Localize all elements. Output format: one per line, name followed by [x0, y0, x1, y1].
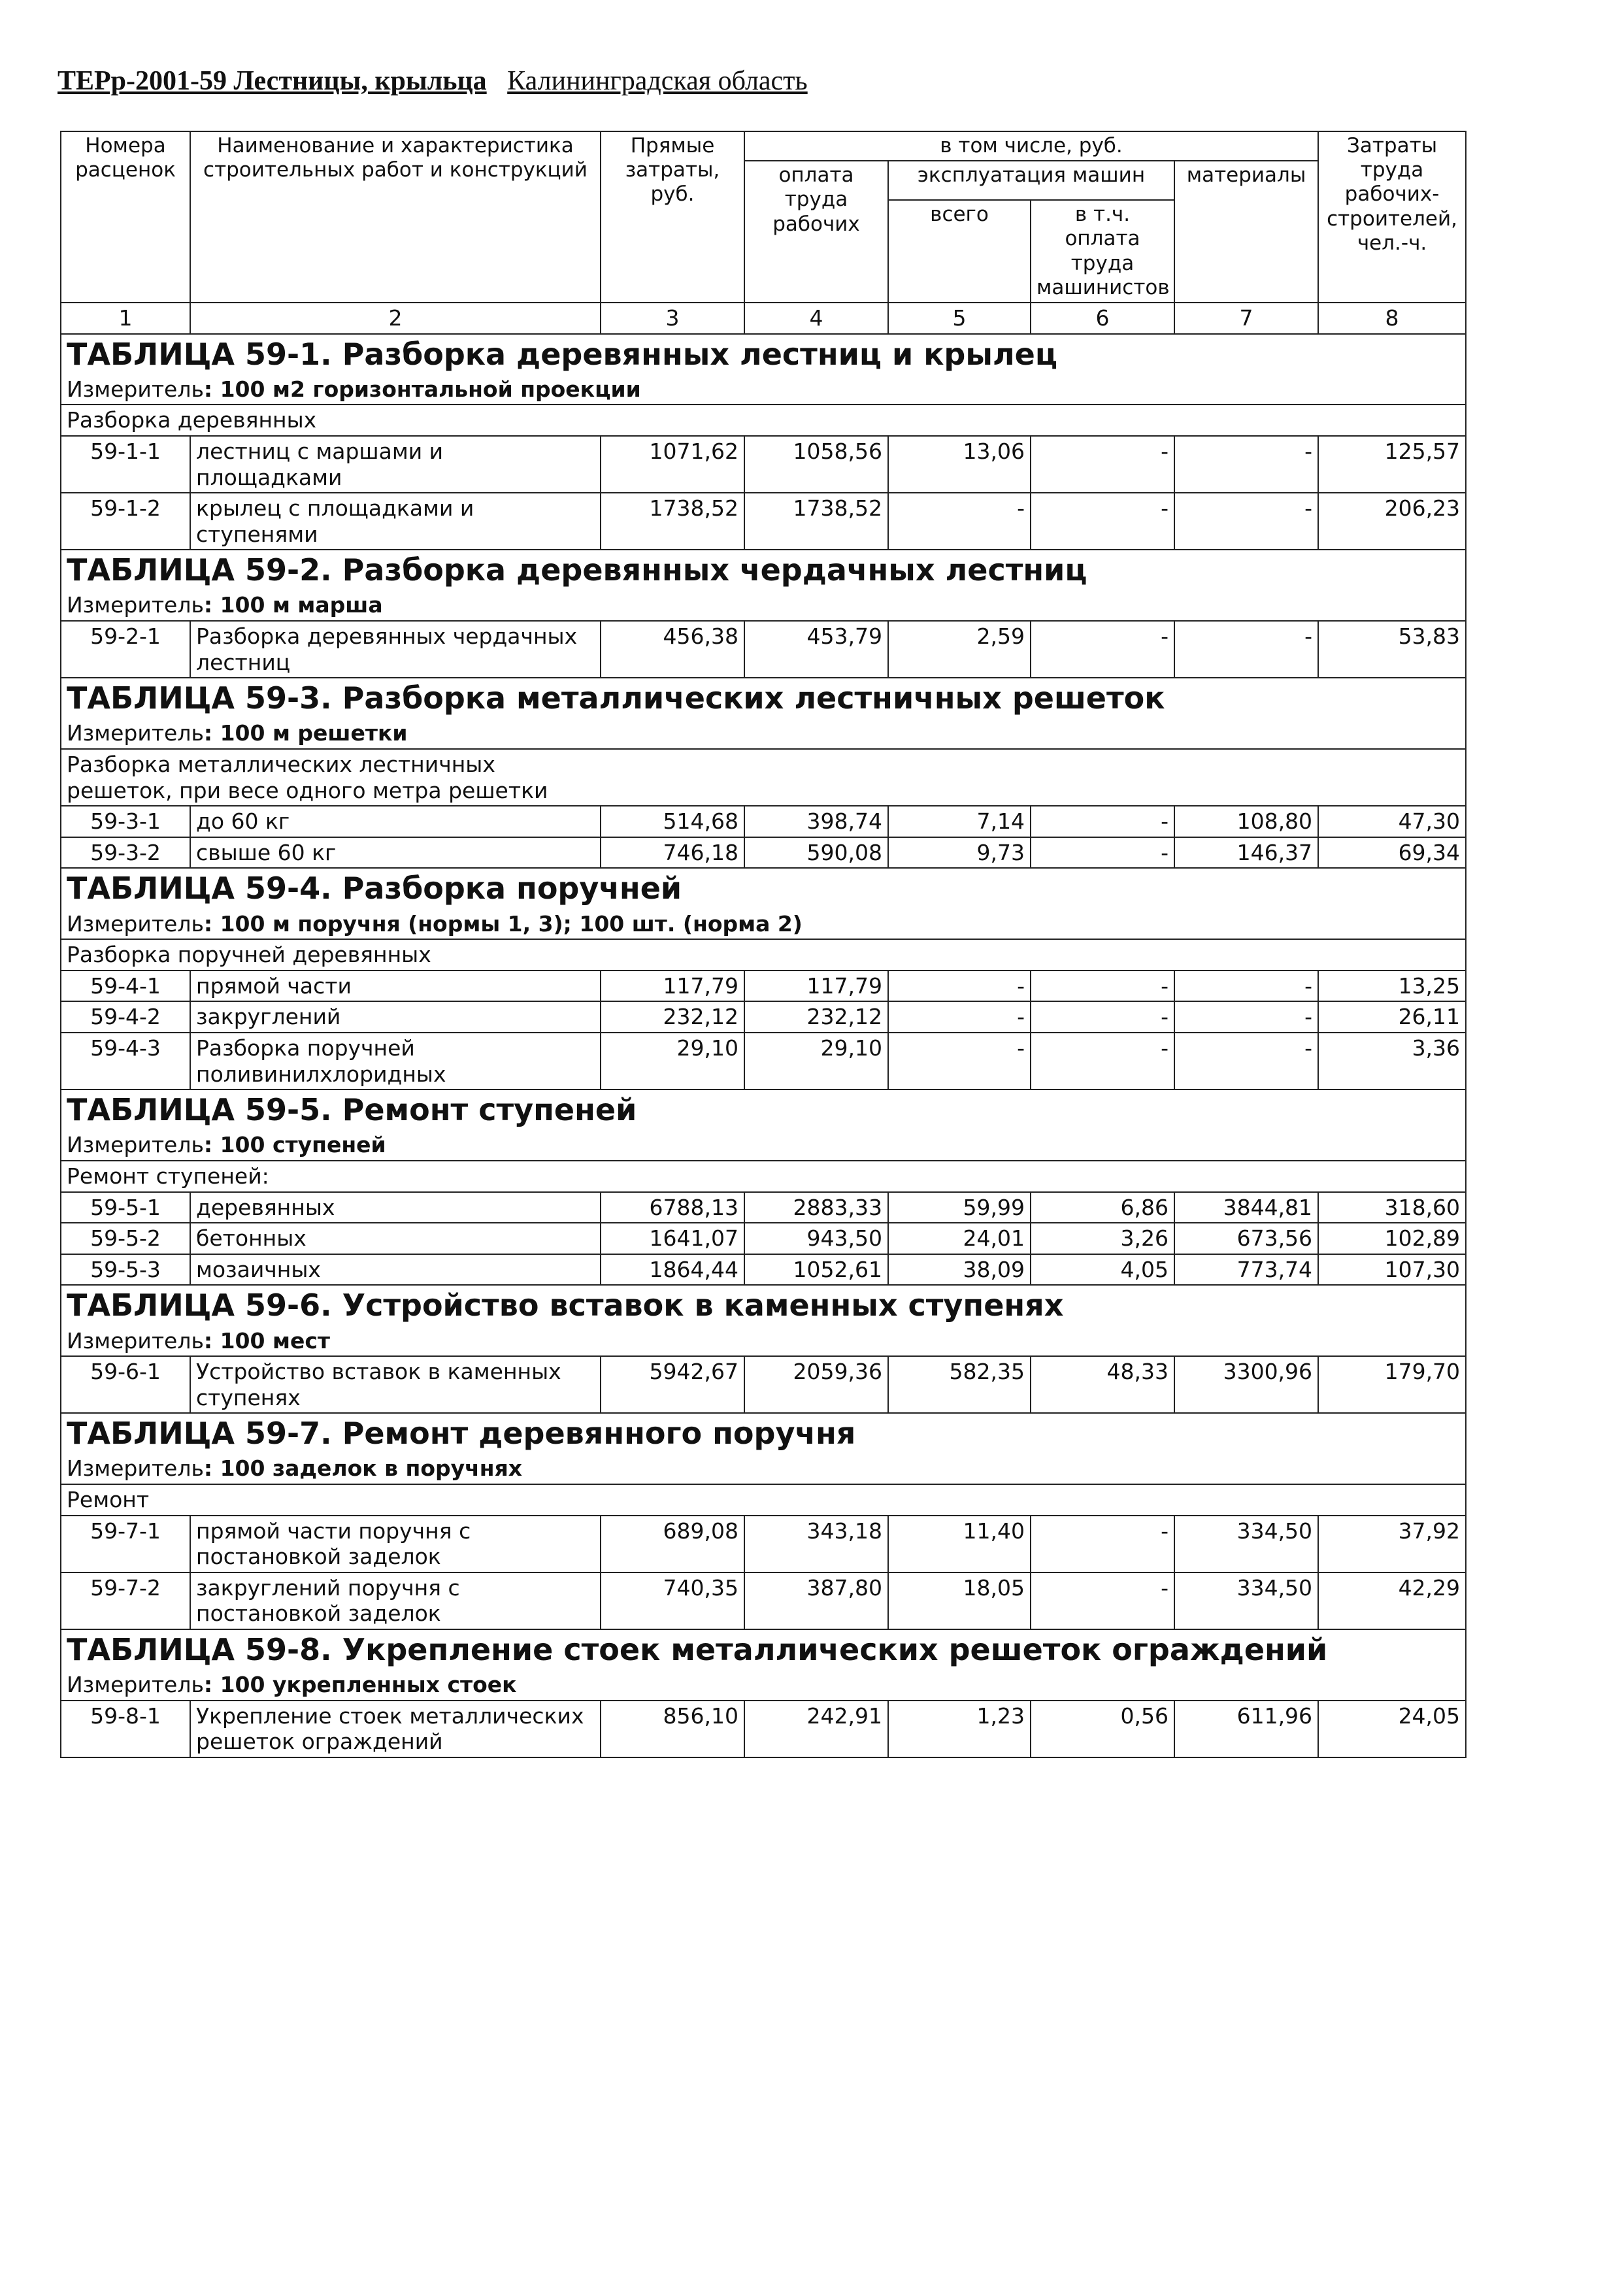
labor-hours: 69,34: [1318, 837, 1466, 869]
table-row: [61, 436, 1466, 493]
rate-code: 59-5-1: [61, 1192, 190, 1223]
section-meter: [61, 374, 1466, 405]
materials-costs: 146,37: [1174, 837, 1318, 869]
table-row: [61, 1001, 1466, 1033]
table-row: [61, 837, 1466, 869]
meter-label: Измеритель: [67, 1327, 204, 1354]
direct-costs: 1071,62: [601, 436, 744, 493]
materials-costs: 611,96: [1174, 1701, 1318, 1757]
meter-label: Измеритель: [67, 592, 204, 618]
rate-code: 59-4-1: [61, 971, 190, 1002]
direct-costs: 6788,13: [601, 1192, 744, 1223]
machinist-wages: -: [1031, 621, 1174, 678]
meter-label: Измеритель: [67, 1672, 204, 1698]
meter-value: : 100 м решетки: [203, 720, 408, 746]
column-index: 5: [888, 303, 1031, 334]
section-subheader-row: [61, 939, 1466, 971]
column-header-labor: Затраты труда рабочих-строителей, чел.-ч.: [1318, 131, 1466, 303]
section-meter: [61, 590, 1466, 621]
section-subheader: Разборка поручней деревянных: [61, 939, 1466, 971]
work-name: свыше 60 кг: [190, 837, 601, 869]
machine-costs: 11,40: [888, 1516, 1031, 1572]
column-index: 3: [601, 303, 744, 334]
labor-hours: 125,57: [1318, 436, 1466, 493]
rate-code: 59-3-2: [61, 837, 190, 869]
materials-costs: -: [1174, 971, 1318, 1002]
work-name: Устройство вставок в каменных ступенях: [190, 1356, 601, 1413]
column-index: 4: [744, 303, 888, 334]
labor-hours: 42,29: [1318, 1572, 1466, 1629]
section-meter: [61, 909, 1466, 940]
materials-costs: -: [1174, 493, 1318, 550]
machinist-wages: 48,33: [1031, 1356, 1174, 1413]
section-title: ТАБЛИЦА 59-1. Разборка деревянных лестниц и крылец: [61, 334, 1466, 374]
section-title: ТАБЛИЦА 59-3. Разборка металлических лестничных решеток: [61, 678, 1466, 718]
machinist-wages: 4,05: [1031, 1254, 1174, 1286]
column-header-wages: оплата труда рабочих: [744, 161, 888, 303]
meter-label: Измеритель: [67, 1132, 204, 1158]
work-name: Разборка поручней поливинилхлоридных: [190, 1033, 601, 1089]
meter-value: : 100 м2 горизонтальной проекции: [203, 376, 641, 402]
work-name: закруглений поручня с постановкой заделок: [190, 1572, 601, 1629]
column-index: 8: [1318, 303, 1466, 334]
materials-costs: 673,56: [1174, 1223, 1318, 1254]
machine-costs: -: [888, 493, 1031, 550]
column-index: 6: [1031, 303, 1174, 334]
worker-wages: 1058,56: [744, 436, 888, 493]
column-index: 2: [190, 303, 601, 334]
labor-hours: 179,70: [1318, 1356, 1466, 1413]
section-title: ТАБЛИЦА 59-5. Ремонт ступеней: [61, 1089, 1466, 1130]
column-header-number: Номера расценок: [61, 131, 190, 303]
labor-hours: 3,36: [1318, 1033, 1466, 1089]
work-name: лестниц с маршами и площадками: [190, 436, 601, 493]
machinist-wages: -: [1031, 1033, 1174, 1089]
labor-hours: 24,05: [1318, 1701, 1466, 1757]
meter-label: Измеритель: [67, 1455, 204, 1482]
worker-wages: 1738,52: [744, 493, 888, 550]
table-row: [61, 1516, 1466, 1572]
section-subheader: Ремонт ступеней:: [61, 1161, 1466, 1192]
section-meter: [61, 1326, 1466, 1357]
materials-costs: 773,74: [1174, 1254, 1318, 1286]
section-meter-row: [61, 1130, 1466, 1161]
materials-costs: -: [1174, 436, 1318, 493]
table-row: [61, 621, 1466, 678]
section-title-row: [61, 1413, 1466, 1454]
direct-costs: 5942,67: [601, 1356, 744, 1413]
worker-wages: 943,50: [744, 1223, 888, 1254]
column-header-machinist-wages: в т.ч. оплата труда машинистов: [1031, 200, 1174, 303]
rate-code: 59-5-2: [61, 1223, 190, 1254]
column-header-machines-total: всего: [888, 200, 1031, 303]
worker-wages: 2059,36: [744, 1356, 888, 1413]
column-header-materials: материалы: [1174, 161, 1318, 303]
materials-costs: 3300,96: [1174, 1356, 1318, 1413]
column-header-name: Наименование и характеристика строительных работ и конструкций: [190, 131, 601, 303]
section-subheader-row: [61, 749, 1466, 806]
direct-costs: 740,35: [601, 1572, 744, 1629]
table-row: [61, 1254, 1466, 1286]
worker-wages: 2883,33: [744, 1192, 888, 1223]
rate-code: 59-1-2: [61, 493, 190, 550]
document-header: [58, 65, 808, 97]
direct-costs: 1864,44: [601, 1254, 744, 1286]
section-title-row: [61, 550, 1466, 590]
work-name: крылец с площадками и ступенями: [190, 493, 601, 550]
worker-wages: 1052,61: [744, 1254, 888, 1286]
section-subheader: Разборка деревянных: [61, 405, 1466, 436]
rate-code: 59-1-1: [61, 436, 190, 493]
table-header: [61, 131, 1466, 334]
section-subheader-row: [61, 1161, 1466, 1192]
worker-wages: 242,91: [744, 1701, 888, 1757]
machinist-wages: -: [1031, 837, 1174, 869]
work-name: прямой части: [190, 971, 601, 1002]
table-row: [61, 1223, 1466, 1254]
section-title-row: [61, 678, 1466, 718]
column-index: 1: [61, 303, 190, 334]
machine-costs: 582,35: [888, 1356, 1031, 1413]
direct-costs: 117,79: [601, 971, 744, 1002]
rate-code: 59-7-1: [61, 1516, 190, 1572]
rate-code: 59-8-1: [61, 1701, 190, 1757]
work-name: Укрепление стоек металлических решеток ограждений: [190, 1701, 601, 1757]
machine-costs: 59,99: [888, 1192, 1031, 1223]
rate-code: 59-2-1: [61, 621, 190, 678]
work-name: Разборка деревянных чердачных лестниц: [190, 621, 601, 678]
section-meter-row: [61, 718, 1466, 749]
section-title-row: [61, 1285, 1466, 1325]
worker-wages: 453,79: [744, 621, 888, 678]
section-subheader: Ремонт: [61, 1484, 1466, 1516]
section-title-row: [61, 1629, 1466, 1670]
work-name: прямой части поручня с постановкой заделок: [190, 1516, 601, 1572]
materials-costs: 3844,81: [1174, 1192, 1318, 1223]
section-meter: [61, 718, 1466, 749]
column-header-direct-costs: Прямые затраты, руб.: [601, 131, 744, 303]
direct-costs: 856,10: [601, 1701, 744, 1757]
work-name: мозаичных: [190, 1254, 601, 1286]
labor-hours: 318,60: [1318, 1192, 1466, 1223]
meter-value: : 100 м поручня (нормы 1, 3); 100 шт. (норма 2): [203, 910, 803, 937]
rates-table: [60, 131, 1467, 1758]
section-meter-row: [61, 374, 1466, 405]
table-row: [61, 1572, 1466, 1629]
materials-costs: 334,50: [1174, 1572, 1318, 1629]
machinist-wages: 0,56: [1031, 1701, 1174, 1757]
rate-code: 59-6-1: [61, 1356, 190, 1413]
meter-value: : 100 заделок в поручнях: [203, 1455, 523, 1482]
machine-costs: 38,09: [888, 1254, 1031, 1286]
section-meter-row: [61, 590, 1466, 621]
machinist-wages: -: [1031, 1516, 1174, 1572]
table-row: [61, 1701, 1466, 1757]
labor-hours: 47,30: [1318, 806, 1466, 837]
meter-value: : 100 ступеней: [203, 1132, 386, 1158]
labor-hours: 53,83: [1318, 621, 1466, 678]
machine-costs: -: [888, 1033, 1031, 1089]
document-region: Калининградская область: [507, 66, 808, 96]
table-row: [61, 1033, 1466, 1089]
worker-wages: 232,12: [744, 1001, 888, 1033]
section-meter-row: [61, 1454, 1466, 1484]
section-title: ТАБЛИЦА 59-7. Ремонт деревянного поручня: [61, 1413, 1466, 1454]
meter-value: : 100 м марша: [203, 592, 383, 618]
section-meter-row: [61, 1670, 1466, 1701]
section-meter-row: [61, 909, 1466, 940]
labor-hours: 13,25: [1318, 971, 1466, 1002]
labor-hours: 107,30: [1318, 1254, 1466, 1286]
worker-wages: 398,74: [744, 806, 888, 837]
rate-code: 59-4-2: [61, 1001, 190, 1033]
machine-costs: 1,23: [888, 1701, 1031, 1757]
section-subheader-row: [61, 405, 1466, 436]
machine-costs: -: [888, 971, 1031, 1002]
section-subheader: Разборка металлических лестничных решеток, при весе одного метра решетки: [61, 749, 1466, 806]
direct-costs: 746,18: [601, 837, 744, 869]
machinist-wages: -: [1031, 436, 1174, 493]
direct-costs: 1641,07: [601, 1223, 744, 1254]
direct-costs: 29,10: [601, 1033, 744, 1089]
machinist-wages: -: [1031, 806, 1174, 837]
machine-costs: 2,59: [888, 621, 1031, 678]
machinist-wages: -: [1031, 493, 1174, 550]
section-title-row: [61, 334, 1466, 374]
materials-costs: 334,50: [1174, 1516, 1318, 1572]
direct-costs: 514,68: [601, 806, 744, 837]
column-header-including: в том числе, руб.: [744, 131, 1318, 161]
worker-wages: 343,18: [744, 1516, 888, 1572]
section-meter: [61, 1454, 1466, 1484]
meter-label: Измеритель: [67, 376, 204, 402]
direct-costs: 1738,52: [601, 493, 744, 550]
section-title-row: [61, 868, 1466, 908]
work-name: до 60 кг: [190, 806, 601, 837]
machine-costs: 24,01: [888, 1223, 1031, 1254]
table-row: [61, 1192, 1466, 1223]
materials-costs: 108,80: [1174, 806, 1318, 837]
machine-costs: 7,14: [888, 806, 1031, 837]
section-title-row: [61, 1089, 1466, 1130]
labor-hours: 26,11: [1318, 1001, 1466, 1033]
materials-costs: -: [1174, 621, 1318, 678]
materials-costs: -: [1174, 1033, 1318, 1089]
column-index: 7: [1174, 303, 1318, 334]
machinist-wages: -: [1031, 971, 1174, 1002]
worker-wages: 387,80: [744, 1572, 888, 1629]
meter-label: Измеритель: [67, 910, 204, 937]
machinist-wages: -: [1031, 1572, 1174, 1629]
machine-costs: -: [888, 1001, 1031, 1033]
worker-wages: 117,79: [744, 971, 888, 1002]
machinist-wages: 3,26: [1031, 1223, 1174, 1254]
rate-code: 59-5-3: [61, 1254, 190, 1286]
column-header-machines: эксплуатация машин: [888, 161, 1174, 200]
machine-costs: 9,73: [888, 837, 1031, 869]
rate-code: 59-3-1: [61, 806, 190, 837]
labor-hours: 206,23: [1318, 493, 1466, 550]
section-meter: [61, 1130, 1466, 1161]
labor-hours: 102,89: [1318, 1223, 1466, 1254]
rate-code: 59-7-2: [61, 1572, 190, 1629]
table-row: [61, 493, 1466, 550]
table-row: [61, 971, 1466, 1002]
machinist-wages: -: [1031, 1001, 1174, 1033]
document-code: ТЕРр-2001-59 Лестницы, крыльца: [58, 66, 487, 96]
labor-hours: 37,92: [1318, 1516, 1466, 1572]
machine-costs: 18,05: [888, 1572, 1031, 1629]
materials-costs: -: [1174, 1001, 1318, 1033]
table-row: [61, 1356, 1466, 1413]
meter-value: : 100 мест: [203, 1327, 331, 1354]
meter-label: Измеритель: [67, 720, 204, 746]
work-name: бетонных: [190, 1223, 601, 1254]
worker-wages: 590,08: [744, 837, 888, 869]
direct-costs: 232,12: [601, 1001, 744, 1033]
work-name: закруглений: [190, 1001, 601, 1033]
section-meter-row: [61, 1326, 1466, 1357]
section-title: ТАБЛИЦА 59-8. Укрепление стоек металлических решеток ограждений: [61, 1629, 1466, 1670]
worker-wages: 29,10: [744, 1033, 888, 1089]
meter-value: : 100 укрепленных стоек: [203, 1672, 517, 1698]
machine-costs: 13,06: [888, 436, 1031, 493]
machinist-wages: 6,86: [1031, 1192, 1174, 1223]
direct-costs: 689,08: [601, 1516, 744, 1572]
rates-table-wrapper: [60, 131, 1465, 1758]
section-subheader-row: [61, 1484, 1466, 1516]
section-title: ТАБЛИЦА 59-6. Устройство вставок в каменных ступенях: [61, 1285, 1466, 1325]
section-title: ТАБЛИЦА 59-4. Разборка поручней: [61, 868, 1466, 908]
rate-code: 59-4-3: [61, 1033, 190, 1089]
table-body: [61, 334, 1466, 1757]
direct-costs: 456,38: [601, 621, 744, 678]
section-meter: [61, 1670, 1466, 1701]
section-title: ТАБЛИЦА 59-2. Разборка деревянных чердачных лестниц: [61, 550, 1466, 590]
header-space: [493, 66, 501, 96]
table-row: [61, 806, 1466, 837]
work-name: деревянных: [190, 1192, 601, 1223]
